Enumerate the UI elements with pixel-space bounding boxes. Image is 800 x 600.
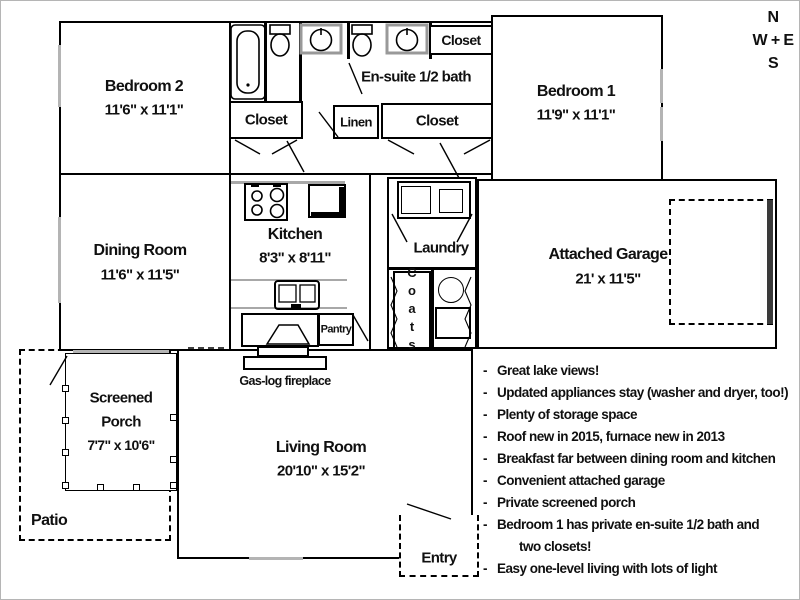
laundry-label: Laundry: [413, 239, 469, 257]
bifold-doors: [391, 277, 471, 347]
bullet: -: [483, 473, 487, 488]
garage-dims: 21' x 11'5": [575, 270, 641, 288]
bathtub-icon: [231, 25, 265, 99]
feature-item: [483, 427, 725, 447]
feature-text: Roof new in 2015, furnace new in 2013: [497, 429, 725, 444]
toilet-icon: [352, 25, 372, 56]
feature-text: Convenient attached garage: [497, 473, 665, 488]
bullet: -: [483, 407, 487, 422]
porch-dims: 7'7" x 10'6": [87, 437, 155, 453]
bullet: -: [483, 517, 487, 532]
coats-label: Coats: [404, 265, 420, 355]
sink-icon: [387, 25, 427, 53]
living-room-label: Living Room: [275, 439, 367, 456]
entry-label: Entry: [421, 549, 457, 567]
feature-item-continuation: [483, 537, 591, 557]
living-room-dims: 20'10" x 15'2": [276, 462, 366, 480]
feature-text: Easy one-level living with lots of light: [497, 561, 718, 576]
feature-text: Great lake views!: [497, 363, 599, 378]
feature-text: two closets!: [519, 539, 592, 554]
pantry-label: Pantry: [320, 323, 352, 336]
closet-bedroom1-label: Closet: [415, 112, 459, 130]
feature-text: Private screened porch: [497, 495, 636, 510]
toilet-icon: [270, 25, 290, 56]
kitchen-dims: 8'3" x 8'11": [259, 249, 331, 267]
compass-south: S: [767, 55, 779, 72]
bullet: -: [483, 385, 487, 400]
fireplace-icon: [267, 325, 309, 344]
sink-icon: [301, 25, 341, 53]
bullet: -: [483, 495, 487, 510]
dining-room-label: Dining Room: [93, 242, 187, 259]
linen-label: Linen: [340, 114, 372, 130]
feature-item: [483, 383, 788, 403]
porch-label-line1: Screened: [89, 389, 153, 407]
porch-label-line2: Porch: [101, 413, 141, 431]
compass-north: N: [767, 9, 779, 26]
closet-bath-label: Closet: [441, 32, 481, 48]
feature-item: [483, 405, 637, 425]
bedroom1-dims: 11'9" x 11'1": [536, 106, 616, 124]
feature-text: Breakfast far between dining room and kitchen: [497, 451, 776, 466]
bedroom1-label: Bedroom 1: [536, 83, 616, 100]
bullet: -: [483, 561, 487, 576]
feature-item: [483, 493, 635, 513]
bullet: -: [483, 429, 487, 444]
feature-text: Updated appliances stay (washer and dryer, too!): [497, 385, 789, 400]
feature-item: [483, 471, 665, 491]
garage-label: Attached Garage: [548, 246, 668, 263]
ensuite-bath-label: En-suite 1/2 bath: [361, 68, 471, 86]
feature-item: [483, 449, 775, 469]
closet-bedroom2-label: Closet: [244, 111, 288, 129]
bullet: -: [483, 451, 487, 466]
kitchen-sink-icon: [275, 281, 319, 309]
feature-text: Bedroom 1 has private en-suite 1/2 bath and: [497, 517, 760, 532]
patio-label: Patio: [31, 512, 68, 529]
compass-west-east: W + E: [752, 32, 794, 49]
dining-room-dims: 11'6" x 11'5": [100, 266, 180, 284]
feature-text: Plenty of storage space: [497, 407, 638, 422]
feature-item: [483, 361, 599, 381]
bullet: -: [483, 363, 487, 378]
fireplace-label: Gas-log fireplace: [239, 373, 331, 388]
feature-item: [483, 559, 717, 579]
bedroom2-dims: 11'6" x 11'1": [104, 101, 184, 119]
stove-icon: [245, 184, 287, 220]
bedroom2-label: Bedroom 2: [104, 78, 184, 95]
feature-item: [483, 515, 759, 535]
kitchen-label: Kitchen: [267, 226, 323, 243]
